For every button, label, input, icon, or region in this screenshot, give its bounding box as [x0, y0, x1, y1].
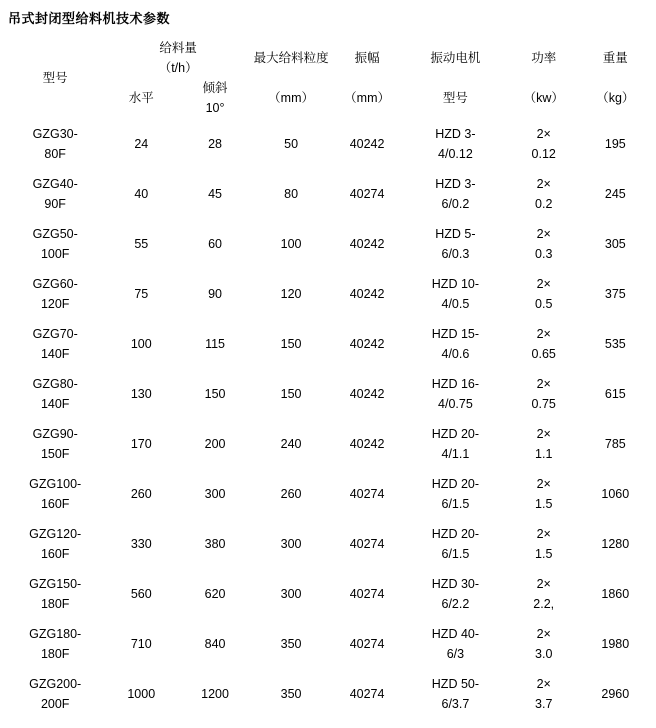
- cell-granularity: 300: [280, 537, 302, 551]
- cell-motor: [404, 519, 507, 569]
- cell-weight: 245: [604, 187, 626, 201]
- cell-motor-line2: 4/0.6: [441, 347, 470, 361]
- cell-power: [507, 119, 581, 169]
- cell-power: [507, 469, 581, 519]
- cell-model: [6, 369, 104, 419]
- cell-model-line1: GZG200-: [29, 677, 82, 691]
- cell-motor-line2: 4/1.1: [441, 447, 470, 461]
- cell-amplitude: 40242: [349, 237, 385, 251]
- cell-motor-line1: HZD 40-: [431, 627, 480, 641]
- cell-amplitude: 40242: [349, 387, 385, 401]
- cell-power-line2: 0.2: [535, 197, 553, 211]
- header-model: 型号: [42, 71, 68, 85]
- cell-motor-line1: HZD 15-: [431, 327, 480, 341]
- cell-weight: 305: [604, 237, 626, 251]
- cell-power-line1: 2×: [536, 627, 551, 641]
- cell-model: [6, 569, 104, 619]
- cell-granularity: 120: [280, 287, 302, 301]
- cell-horizontal: 40: [134, 187, 149, 201]
- cell-weight: 785: [604, 437, 626, 451]
- cell-model: [6, 319, 104, 369]
- cell-weight: 1860: [601, 587, 630, 601]
- cell-power: [507, 369, 581, 419]
- header-feed-incline-label: 倾斜: [202, 81, 228, 95]
- cell-amplitude: 40242: [349, 137, 385, 151]
- cell-model-line1: GZG30-: [32, 127, 78, 141]
- cell-power: [507, 419, 581, 469]
- cell-motor-line2: 6/1.5: [441, 547, 470, 561]
- table-header: [6, 38, 650, 119]
- cell-granularity: 150: [280, 387, 302, 401]
- cell-horizontal: 260: [130, 487, 152, 501]
- cell-amplitude: 40274: [349, 687, 385, 701]
- header-feed-horizontal: 水平: [128, 91, 154, 105]
- cell-power: [507, 269, 581, 319]
- cell-model-line1: GZG70-: [32, 327, 78, 341]
- header-power: 功率: [531, 51, 557, 65]
- cell-amplitude: 40274: [349, 187, 385, 201]
- cell-model-line1: GZG40-: [32, 177, 78, 191]
- cell-model: [6, 219, 104, 269]
- cell-weight: 1280: [601, 537, 630, 551]
- cell-incline: 115: [205, 337, 226, 351]
- cell-model-line2: 160F: [40, 547, 70, 561]
- cell-model: [6, 419, 104, 469]
- cell-motor-line2: 4/0.12: [438, 147, 473, 161]
- cell-motor: [404, 269, 507, 319]
- cell-motor-line2: 4/0.75: [438, 397, 473, 411]
- cell-granularity: 150: [280, 337, 302, 351]
- cell-model-line2: 160F: [40, 497, 70, 511]
- cell-horizontal: 710: [130, 637, 152, 651]
- table-row: [6, 319, 650, 369]
- cell-power-line2: 0.5: [535, 297, 553, 311]
- cell-amplitude: 40274: [349, 637, 385, 651]
- cell-horizontal: 130: [130, 387, 152, 401]
- cell-power: [507, 519, 581, 569]
- spec-table: [6, 38, 650, 719]
- cell-amplitude: 40274: [349, 487, 385, 501]
- header-motor-sub: 型号: [442, 91, 468, 105]
- cell-amplitude: 40274: [349, 587, 385, 601]
- cell-motor: [404, 319, 507, 369]
- cell-horizontal: 560: [130, 587, 152, 601]
- cell-power-line1: 2×: [536, 427, 551, 441]
- cell-weight: 1060: [601, 487, 630, 501]
- cell-horizontal: 24: [134, 137, 149, 151]
- header-motor: 振动电机: [430, 51, 481, 65]
- cell-incline: 840: [204, 637, 226, 651]
- header-granularity: 最大给料粒度: [253, 51, 329, 65]
- cell-power-line1: 2×: [536, 327, 551, 341]
- cell-incline: 28: [208, 137, 222, 151]
- cell-incline: 200: [204, 437, 226, 451]
- cell-motor-line1: HZD 16-: [431, 377, 480, 391]
- cell-power-line1: 2×: [536, 377, 551, 391]
- cell-amplitude: 40242: [349, 337, 385, 351]
- cell-model-line2: 200F: [40, 697, 70, 711]
- cell-incline: 380: [204, 537, 226, 551]
- cell-power-line1: 2×: [536, 127, 551, 141]
- cell-power-line1: 2×: [536, 477, 551, 491]
- cell-granularity: 80: [284, 187, 299, 201]
- cell-weight: 195: [604, 137, 626, 151]
- cell-motor-line2: 6/3: [446, 647, 465, 661]
- cell-motor-line1: HZD 20-: [431, 527, 480, 541]
- cell-motor-line2: 6/0.2: [441, 197, 470, 211]
- cell-model-line1: GZG90-: [32, 427, 78, 441]
- cell-power-line1: 2×: [536, 527, 551, 541]
- cell-motor-line1: HZD 50-: [431, 677, 480, 691]
- cell-model: [6, 619, 104, 669]
- table-row: [6, 219, 650, 269]
- header-amplitude-unit: （mm）: [344, 91, 390, 105]
- cell-weight: 1980: [601, 637, 630, 651]
- page-title: 吊式封闭型给料机技术参数: [8, 11, 171, 26]
- table-row: [6, 369, 650, 419]
- cell-power: [507, 669, 581, 719]
- cell-power-line2: 3.7: [535, 697, 553, 711]
- cell-granularity: 350: [280, 687, 302, 701]
- cell-model-line2: 140F: [40, 347, 70, 361]
- cell-horizontal: 330: [130, 537, 152, 551]
- cell-granularity: 50: [284, 137, 299, 151]
- cell-motor: [404, 669, 507, 719]
- table-row: [6, 569, 650, 619]
- cell-motor: [404, 169, 507, 219]
- cell-model-line1: GZG150-: [29, 577, 82, 591]
- cell-model-line2: 150F: [40, 447, 70, 461]
- cell-model-line2: 90F: [44, 197, 66, 211]
- table-row: [6, 519, 650, 569]
- cell-motor-line1: HZD 20-: [431, 427, 480, 441]
- cell-weight: 2960: [601, 687, 630, 701]
- cell-model: [6, 269, 104, 319]
- cell-power: [507, 319, 581, 369]
- header-weight-unit: （kg）: [596, 91, 635, 105]
- cell-power: [507, 219, 581, 269]
- cell-horizontal: 170: [130, 437, 152, 451]
- cell-motor-line1: HZD 10-: [431, 277, 480, 291]
- cell-incline: 300: [204, 487, 226, 501]
- cell-model-line1: GZG50-: [32, 227, 78, 241]
- cell-model-line2: 140F: [40, 397, 70, 411]
- cell-amplitude: 40274: [349, 537, 385, 551]
- cell-granularity: 300: [280, 587, 302, 601]
- cell-power-line1: 2×: [536, 227, 551, 241]
- cell-power-line2: 1.1: [535, 447, 553, 461]
- cell-model: [6, 469, 104, 519]
- cell-model-line1: GZG60-: [32, 277, 78, 291]
- cell-power-line2: 1.5: [535, 547, 553, 561]
- cell-horizontal: 75: [134, 287, 149, 301]
- cell-power-line1: 2×: [536, 277, 551, 291]
- cell-model: [6, 169, 104, 219]
- header-feed-group: 给料量: [159, 41, 197, 55]
- cell-model: [6, 669, 104, 719]
- cell-incline: 620: [204, 587, 226, 601]
- cell-motor-line1: HZD 5-: [435, 227, 476, 241]
- cell-incline: 45: [208, 187, 222, 201]
- cell-granularity: 240: [280, 437, 302, 451]
- cell-power-line1: 2×: [536, 177, 551, 191]
- cell-weight: 615: [604, 387, 626, 401]
- cell-power-line2: 3.0: [535, 647, 553, 661]
- cell-model-line2: 180F: [40, 597, 70, 611]
- table-row: [6, 469, 650, 519]
- cell-motor: [404, 419, 507, 469]
- header-weight: 重量: [602, 51, 628, 65]
- cell-model-line2: 180F: [40, 647, 70, 661]
- cell-power-line2: 2.2,: [533, 597, 555, 611]
- header-feed-incline-angle: 10°: [205, 101, 225, 115]
- table-row: [6, 169, 650, 219]
- cell-motor-line2: 4/0.5: [441, 297, 470, 311]
- cell-model-line2: 100F: [40, 247, 70, 261]
- cell-horizontal: 55: [134, 237, 149, 251]
- cell-incline: 1200: [201, 687, 229, 701]
- cell-motor: [404, 219, 507, 269]
- cell-granularity: 260: [280, 487, 302, 501]
- cell-model-line1: GZG120-: [29, 527, 82, 541]
- cell-incline: 150: [204, 387, 226, 401]
- cell-incline: 60: [208, 237, 222, 251]
- cell-model: [6, 119, 104, 169]
- cell-model-line2: 80F: [44, 147, 66, 161]
- cell-motor-line2: 6/2.2: [441, 597, 470, 611]
- cell-model-line1: GZG180-: [29, 627, 82, 641]
- cell-power-line2: 0.3: [535, 247, 553, 261]
- cell-model: [6, 519, 104, 569]
- cell-motor: [404, 119, 507, 169]
- header-granularity-unit: （mm）: [268, 91, 314, 105]
- table-row: [6, 619, 650, 669]
- cell-power: [507, 569, 581, 619]
- cell-motor: [404, 569, 507, 619]
- cell-horizontal: 1000: [127, 687, 156, 701]
- cell-motor: [404, 369, 507, 419]
- cell-power-line2: 0.12: [531, 147, 556, 161]
- cell-power: [507, 169, 581, 219]
- table-row: [6, 269, 650, 319]
- cell-model-line1: GZG80-: [32, 377, 78, 391]
- cell-incline: 90: [208, 287, 222, 301]
- table-row: [6, 419, 650, 469]
- cell-power-line2: 0.75: [531, 397, 556, 411]
- cell-power-line1: 2×: [536, 677, 551, 691]
- cell-motor-line2: 6/1.5: [441, 497, 470, 511]
- cell-weight: 375: [604, 287, 626, 301]
- table-body: [6, 119, 650, 719]
- cell-motor-line2: 6/3.7: [441, 697, 470, 711]
- cell-motor: [404, 469, 507, 519]
- cell-motor-line1: HZD 30-: [431, 577, 480, 591]
- header-row-1: [6, 38, 650, 58]
- table-row: [6, 119, 650, 169]
- cell-amplitude: 40242: [349, 287, 385, 301]
- cell-power-line2: 1.5: [535, 497, 553, 511]
- cell-power-line2: 0.65: [531, 347, 556, 361]
- header-feed-unit: （t/h）: [158, 61, 198, 75]
- cell-model-line2: 120F: [40, 297, 70, 311]
- cell-amplitude: 40242: [349, 437, 385, 451]
- header-amplitude: 振幅: [354, 51, 380, 65]
- cell-granularity: 100: [280, 237, 302, 251]
- table-row: [6, 669, 650, 719]
- cell-motor-line2: 6/0.3: [441, 247, 470, 261]
- cell-granularity: 350: [280, 637, 302, 651]
- cell-motor-line1: HZD 3-: [435, 127, 476, 141]
- cell-power-line1: 2×: [536, 577, 551, 591]
- cell-weight: 535: [604, 337, 626, 351]
- cell-horizontal: 100: [130, 337, 152, 351]
- cell-motor-line1: HZD 20-: [431, 477, 480, 491]
- cell-motor-line1: HZD 3-: [435, 177, 476, 191]
- header-power-unit: （kw）: [523, 91, 564, 105]
- cell-motor: [404, 619, 507, 669]
- header-feed-incline: [178, 78, 252, 118]
- cell-power: [507, 619, 581, 669]
- cell-model-line1: GZG100-: [29, 477, 82, 491]
